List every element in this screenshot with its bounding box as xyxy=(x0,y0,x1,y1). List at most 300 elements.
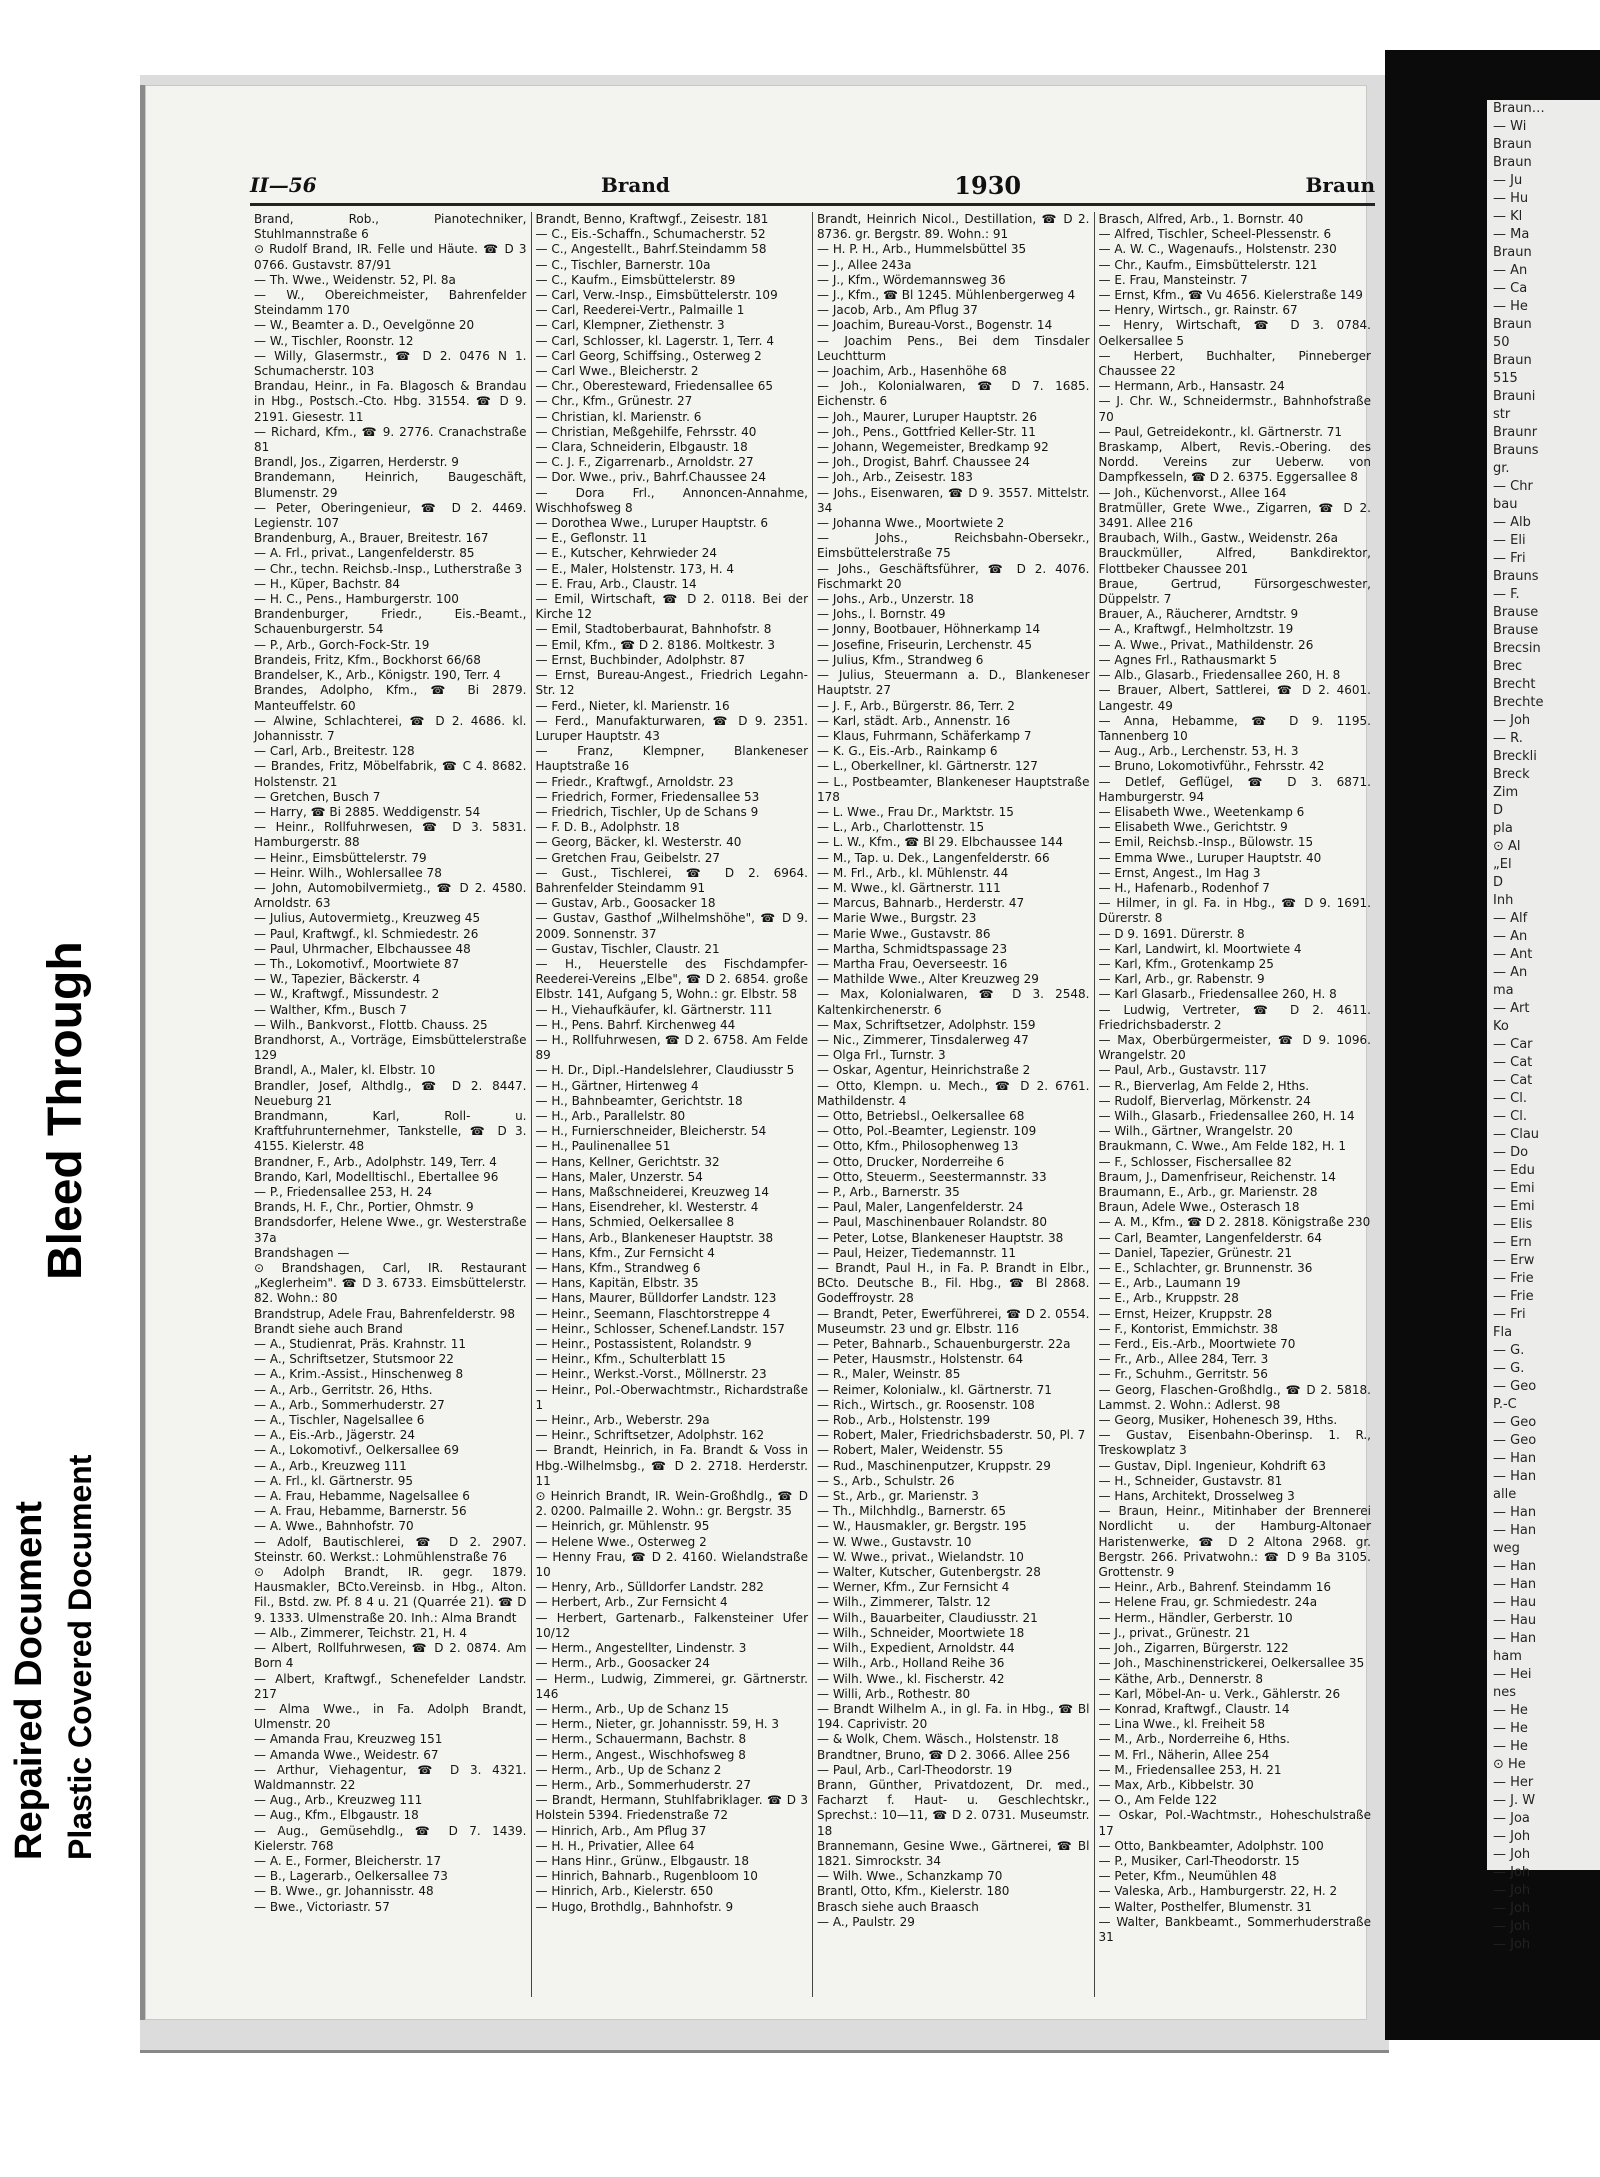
directory-entry: — Peter, Hausmstr., Holstenstr. 64 xyxy=(817,1352,1024,1367)
header-year: 1930 xyxy=(954,170,1022,200)
directory-entry: — Paul, Maschinenbauer Rolandstr. 80 xyxy=(817,1215,1047,1230)
bleed-through-label: Bleed Through xyxy=(39,941,92,1280)
directory-entry: — Gustav, Arb., Goosacker 18 xyxy=(535,896,716,911)
directory-entry: — Robert, Maler, Friedrichsbaderstr. 50, Pl. 7 xyxy=(817,1428,1086,1443)
directory-entry: — A., Kraftwgf., Helmholtzstr. 19 xyxy=(1098,622,1294,637)
directory-entry: Brandelser, K., Arb., Königstr. 190, Terr. 4 xyxy=(254,668,501,683)
directory-column-3 xyxy=(813,212,1095,1997)
directory-entry: — Gustav, Gasthof „Wilhelmshöhe", ☎ D 9. 2009. Sonnenstr. 37 xyxy=(535,911,808,941)
directory-entry: Brann, Günther, Privatdozent, Dr. med., Facharzt f. Haut- u. Geschlechtskr., Sprechst.: 10—11, ☎ D 2. 0731. Museumstr. 18 xyxy=(817,1777,1090,1838)
directory-entry: — Hinrich, Arb., Am Pflug 37 xyxy=(535,1823,707,1838)
directory-entry: — H., Hafenarb., Rodenhof 7 xyxy=(1098,880,1270,895)
directory-entry: — Alb., Glasarb., Friedensallee 260, H. 8 xyxy=(1098,668,1341,683)
directory-entry: — Max, Kolonialwaren, ☎ D 3. 2548. Kaltenkirchenerstr. 6 xyxy=(817,987,1090,1017)
directory-entry: — Wilh., Expedient, Arnoldstr. 44 xyxy=(817,1641,1015,1656)
directory-entry: — Otto, Kfm., Philosophenweg 13 xyxy=(817,1139,1019,1154)
neighbor-line: — Geo xyxy=(1493,1433,1537,1448)
directory-entry: — Arthur, Viehagentur, ☎ D 3. 4321. Waldmannstr. 22 xyxy=(254,1762,527,1792)
directory-entry: — Aug., Gemüsehdlg., ☎ D 7. 1439. Kielerstr. 768 xyxy=(254,1823,527,1853)
directory-entry: — P., Arb., Barnerstr. 35 xyxy=(817,1185,960,1199)
neighbor-line: ⊙ Al xyxy=(1493,839,1521,854)
directory-entry: — Alfred, Tischler, Scheel-Plessenstr. 6 xyxy=(1098,227,1332,242)
directory-entry: — E., Maler, Holstenstr. 173, H. 4 xyxy=(535,561,734,576)
neighbor-line: D xyxy=(1493,803,1504,818)
neighbor-line: — Cl. xyxy=(1493,1109,1527,1124)
directory-entry: — D 9. 1691. Dürerstr. 8 xyxy=(1098,926,1245,941)
directory-entry: — R., Bierverlag, Am Felde 2, Hths. xyxy=(1098,1078,1310,1093)
directory-columns xyxy=(250,212,1375,1997)
directory-entry: Brandtner, Bruno, ☎ D 2. 3066. Allee 256 xyxy=(817,1747,1070,1762)
directory-entry: — Ernst, Bureau-Angest., Friedrich Legahn-Str. 12 xyxy=(535,668,808,698)
directory-entry: — Karl, Möbel-An- u. Verk., Gählerstr. 26 xyxy=(1098,1686,1341,1701)
directory-entry: — Karl Glasarb., Friedensallee 260, H. 8 xyxy=(1098,987,1337,1002)
directory-entry: — Gustav, Dipl. Ingenieur, Kohdrift 63 xyxy=(1098,1458,1326,1473)
directory-entry: — W. Wwe., privat., Wielandstr. 10 xyxy=(817,1549,1024,1564)
neighbor-line: Brecht xyxy=(1493,677,1536,692)
directory-entry: — Gretchen, Busch 7 xyxy=(254,789,381,804)
directory-entry: — Carl, Beamter, Langenfelderstr. 64 xyxy=(1098,1230,1323,1245)
neighbor-line: — Han xyxy=(1493,1451,1537,1466)
directory-entry: — Alb., Zimmerer, Teichstr. 21, H. 4 xyxy=(254,1625,467,1640)
directory-entry: — L. Wwe., Frau Dr., Marktstr. 15 xyxy=(817,804,1014,819)
neighbor-line: — Art xyxy=(1493,1001,1530,1016)
directory-entry: — P., Arb., Gorch-Fock-Str. 19 xyxy=(254,637,430,652)
neighbor-line: — Han xyxy=(1493,1523,1537,1538)
directory-entry: Brandstrup, Adele Frau, Bahrenfelderstr. 98 xyxy=(254,1306,515,1321)
directory-entry: — Brandt, Peter, Ewerführerei, ☎ D 2. 0554. Museumstr. 23 und gr. Elbstr. 116 xyxy=(817,1306,1090,1336)
neighbor-line: Braunr xyxy=(1493,425,1538,440)
neighbor-line: — Geo xyxy=(1493,1415,1537,1430)
neighbor-line: bau xyxy=(1493,497,1518,512)
directory-entry: — Joh., Maschinenstrickerei, Oelkersallee 35 xyxy=(1098,1656,1365,1671)
neighbor-line: — G. xyxy=(1493,1343,1525,1358)
directory-entry: — Wilh., Bauarbeiter, Claudiusstr. 21 xyxy=(817,1610,1038,1625)
directory-entry: — Otto, Bankbeamter, Adolphstr. 100 xyxy=(1098,1838,1324,1853)
directory-entry: — Konrad, Kraftwgf., Claustr. 14 xyxy=(1098,1701,1290,1716)
directory-entry: Braumann, E., Arb., gr. Marienstr. 28 xyxy=(1098,1185,1318,1199)
directory-entry: — Hinrich, Bahnarb., Rugenbloom 10 xyxy=(535,1869,758,1884)
directory-entry: — Max, Schriftsetzer, Adolphstr. 159 xyxy=(817,1017,1036,1032)
directory-entry: — Aug., Arb., Lerchenstr. 53, H. 3 xyxy=(1098,744,1299,759)
neighbor-line: Breckli xyxy=(1493,749,1537,764)
neighbor-line: Zim xyxy=(1493,785,1519,800)
directory-entry: — Helene Frau, gr. Schmiedestr. 24a xyxy=(1098,1595,1318,1610)
directory-entry: Brauckmüller, Alfred, Bankdirektor, Flottbeker Chaussee 201 xyxy=(1098,546,1371,576)
directory-entry: — Hans, Architekt, Drosselweg 3 xyxy=(1098,1489,1295,1504)
directory-entry: — Walter, Posthelfer, Blumenstr. 31 xyxy=(1098,1899,1312,1914)
directory-entry: — Willi, Arb., Rothestr. 80 xyxy=(817,1686,971,1701)
directory-entry: Braue, Gertrud, Fürsorgeschwester, Düppelstr. 7 xyxy=(1098,576,1371,607)
directory-entry: — Herm., Angest., Wischhofsweg 8 xyxy=(535,1747,746,1762)
directory-entry: — A. Wwe., Privat., Mathildenstr. 26 xyxy=(1098,637,1314,652)
directory-entry: — Herbert, Arb., Zur Fernsicht 4 xyxy=(535,1595,728,1610)
directory-entry: — Hugo, Brothdlg., Bahnhofstr. 9 xyxy=(535,1899,734,1914)
directory-entry: — H. H., Privatier, Allee 64 xyxy=(535,1838,695,1853)
neighbor-line: — Do xyxy=(1493,1145,1529,1160)
directory-entry: — B. Wwe., gr. Johannisstr. 48 xyxy=(254,1884,434,1899)
directory-entry: — Peter, Kfm., Neumühlen 48 xyxy=(1098,1869,1277,1884)
directory-entry: — Joh., Arb., Zeisestr. 183 xyxy=(817,470,973,485)
directory-entry: Brantl, Otto, Kfm., Kielerstr. 180 xyxy=(817,1884,1010,1899)
neighbor-line: — Joa xyxy=(1493,1811,1530,1826)
directory-entry: — Otto, Drucker, Norderreihe 6 xyxy=(817,1154,1005,1169)
directory-entry: — Henny Frau, ☎ D 2. 4160. Wielandstraße 10 xyxy=(535,1549,808,1580)
directory-entry: — M. Wwe., kl. Gärtnerstr. 111 xyxy=(817,880,1001,895)
neighbor-line: — An xyxy=(1493,965,1528,980)
neighbor-line: — G. xyxy=(1493,1361,1525,1376)
directory-entry: — Emil, Stadtoberbaurat, Bahnhofstr. 8 xyxy=(535,622,772,637)
directory-entry: — C., Kaufm., Eimsbüttelerstr. 89 xyxy=(535,272,736,287)
directory-entry: — Joh., Drogist, Bahrf. Chaussee 24 xyxy=(817,455,1030,470)
directory-entry: — Aug., Kfm., Elbgaustr. 18 xyxy=(254,1808,419,1823)
neighbor-line: Brause xyxy=(1493,605,1539,620)
directory-entry: — W., Hausmakler, gr. Bergstr. 195 xyxy=(817,1519,1027,1534)
directory-entry: — E., Schlachter, gr. Brunnenstr. 36 xyxy=(1098,1261,1313,1276)
neighbor-line: Braun xyxy=(1493,245,1532,260)
directory-entry: — Carl, Verw.-Insp., Eimsbüttelerstr. 109 xyxy=(535,288,778,303)
neighbor-line: — Elis xyxy=(1493,1217,1533,1232)
directory-entry: — Rud., Maschinenputzer, Kruppstr. 29 xyxy=(817,1458,1051,1473)
directory-entry: — F. D. B., Adolphstr. 18 xyxy=(535,820,680,835)
directory-entry: — Th. Wwe., Weidenstr. 52, Pl. 8a xyxy=(254,272,456,287)
directory-entry: — Wilh., Gärtner, Wrangelstr. 20 xyxy=(1098,1124,1293,1139)
directory-entry: — Ferd., Manufakturwaren, ☎ D 9. 2351. Luruper Hauptstr. 43 xyxy=(535,713,808,743)
directory-entry: — Amanda Frau, Kreuzweg 151 xyxy=(254,1732,443,1747)
directory-entry: — Hans, Schmied, Oelkersallee 8 xyxy=(535,1215,735,1230)
neighbor-line: — Fri xyxy=(1493,551,1526,566)
neighbor-line: — Wi xyxy=(1493,119,1527,134)
directory-entry: — Gretchen Frau, Geibelstr. 27 xyxy=(535,850,720,865)
neighbor-line: — Ju xyxy=(1493,173,1523,188)
directory-entry: — Joh., Kolonialwaren, ☎ D 7. 1685. Eichenstr. 6 xyxy=(817,379,1090,409)
directory-entry: — Th., Milchhdlg., Barnerstr. 65 xyxy=(817,1504,1006,1519)
neighbor-line: — Frie xyxy=(1493,1271,1534,1286)
scan-top-margin xyxy=(0,0,1600,40)
directory-entry: — A. Frl., privat., Langenfelderstr. 85 xyxy=(254,546,475,561)
directory-entry: — Clara, Schneiderin, Elbgaustr. 18 xyxy=(535,440,748,455)
directory-entry: — W., Obereichmeister, Bahrenfelder Steindamm 170 xyxy=(254,288,527,318)
directory-entry: — Heinr., Seemann, Flaschtorstreppe 4 xyxy=(535,1306,771,1321)
neighbor-line: — He xyxy=(1493,299,1528,314)
directory-entry: — H., Rollfuhrwesen, ☎ D 2. 6758. Am Felde 89 xyxy=(535,1032,808,1063)
directory-entry: — S., Arb., Schulstr. 26 xyxy=(817,1473,955,1488)
directory-entry: — Alwine, Schlachterei, ☎ D 2. 4686. kl. Johannisstr. 7 xyxy=(254,713,527,743)
directory-entry: — Carl Wwe., Bleicherstr. 2 xyxy=(535,364,699,379)
directory-entry: — Paul, Arb., Carl-Theodorstr. 19 xyxy=(817,1762,1013,1777)
directory-entry: — Ferd., Nieter, kl. Marienstr. 16 xyxy=(535,698,730,713)
directory-entry: Brandenburg, A., Brauer, Breitestr. 167 xyxy=(254,531,489,546)
directory-entry: — L., Arb., Charlottenstr. 15 xyxy=(817,820,985,835)
directory-entry: — H., Bahnbeamter, Gerichtstr. 18 xyxy=(535,1093,743,1108)
directory-entry: — Marcus, Bahnarb., Herderstr. 47 xyxy=(817,896,1025,911)
directory-entry: — Herm., Nieter, gr. Johannisstr. 59, H. 3 xyxy=(535,1717,780,1732)
neighbor-line: Brause xyxy=(1493,623,1539,638)
page-header xyxy=(250,170,1375,200)
neighbor-line: — Joh xyxy=(1493,713,1531,728)
neighbor-line: Brauns xyxy=(1493,443,1539,458)
directory-entry: — Ernst, Angest., Im Hag 3 xyxy=(1098,865,1261,880)
directory-entry: — Henry, Arb., Sülldorfer Landstr. 282 xyxy=(535,1580,764,1595)
directory-entry: — Heinr., Rollfuhrwesen, ☎ D 3. 5831. Hamburgerstr. 88 xyxy=(254,820,527,850)
directory-entry: — Dora Frl., Annoncen-Annahme, Wischhofsweg 8 xyxy=(535,485,808,515)
left-margin-labels xyxy=(0,0,140,2177)
directory-entry: — W. Wwe., Gustavstr. 10 xyxy=(817,1534,972,1549)
neighbor-line: — Frie xyxy=(1493,1289,1534,1304)
directory-entry: — Karl, Kfm., Grotenkamp 25 xyxy=(1098,956,1274,971)
neighbor-line: — Joh xyxy=(1493,1847,1531,1862)
directory-entry: Brandl, Jos., Zigarren, Herderstr. 9 xyxy=(254,455,459,470)
directory-column-2 xyxy=(532,212,814,1997)
directory-entry: — Hans, Maler, Unzerstr. 54 xyxy=(535,1169,703,1184)
directory-entry: — Rob., Arb., Holstenstr. 199 xyxy=(817,1413,991,1428)
directory-entry: — Peter, Bahnarb., Schauenburgerstr. 22a xyxy=(817,1337,1071,1352)
neighbor-line: — Han xyxy=(1493,1469,1537,1484)
directory-entry: — J. F., Arb., Bürgerstr. 86, Terr. 2 xyxy=(817,698,1015,713)
neighbor-line: Breck xyxy=(1493,767,1530,782)
directory-entry: — Emil, Wirtschaft, ☎ D 2. 0118. Bei der Kirche 12 xyxy=(535,592,808,622)
directory-entry: — O., Am Felde 122 xyxy=(1098,1793,1218,1808)
directory-entry: — Gustav, Tischler, Claustr. 21 xyxy=(535,941,720,956)
neighbor-line: Braun… xyxy=(1493,101,1545,116)
directory-entry: — Brandes, Fritz, Möbelfabrik, ☎ C 4. 8682. Holstenstr. 21 xyxy=(254,759,527,789)
directory-entry: — A., Lokomotivf., Oelkersallee 69 xyxy=(254,1443,460,1458)
neighbor-line: — Edu xyxy=(1493,1163,1535,1178)
directory-entry: Braubach, Wilh., Gastw., Weidenstr. 26a xyxy=(1098,531,1339,546)
directory-entry: — Friedrich, Tischler, Up de Schans 9 xyxy=(535,804,759,819)
directory-entry: Brauer, A., Räucherer, Arndtstr. 9 xyxy=(1098,607,1299,622)
directory-entry: — Wilh., Glasarb., Friedensallee 260, H. 14 xyxy=(1098,1108,1355,1123)
directory-entry: — A., Arb., Kreuzweg 111 xyxy=(254,1458,407,1473)
directory-entry: ⊙ Adolph Brandt, IR. gegr. 1879. Hausmakler, BCto.Vereinsb. in Hbg., Alton. Fil., Bstd. zw. Pf. 8 4 u. 21 (Quarrée 21). ☎ D 9. 1333. Ulmenstraße 20. Inh.: Alma Brandt xyxy=(254,1565,527,1625)
neighbor-line: — He xyxy=(1493,1703,1528,1718)
repaired-document-label: Repaired Document xyxy=(8,1501,50,1860)
directory-entry: — Paul, Heizer, Tiedemannstr. 11 xyxy=(817,1245,1017,1260)
directory-entry: — Helene Wwe., Osterweg 2 xyxy=(535,1534,707,1549)
directory-entry: — Hans, Kfm., Zur Fernsicht 4 xyxy=(535,1245,715,1260)
directory-entry: — A. Frau, Hebamme, Nagelsallee 6 xyxy=(254,1489,470,1504)
neighbor-line: — Cat xyxy=(1493,1073,1533,1088)
directory-entry: Brando, Karl, Modelltischl., Ebertallee 96 xyxy=(254,1169,499,1184)
directory-entry: — A., Eis.-Arb., Jägerstr. 24 xyxy=(254,1428,416,1443)
directory-entry: — Hilmer, in gl. Fa. in Hbg., ☎ D 9. 1691. Dürerstr. 8 xyxy=(1098,896,1371,926)
directory-entry: — Fr., Schuhm., Gerritstr. 56 xyxy=(1098,1367,1268,1382)
directory-entry: — B., Lagerarb., Oelkersallee 73 xyxy=(254,1869,448,1884)
directory-entry: — Julius, Steuermann a. D., Blankeneser Hauptstr. 27 xyxy=(817,668,1090,698)
directory-entry: — Hinrich, Arb., Kielerstr. 650 xyxy=(535,1884,714,1899)
neighbor-line: — Emi xyxy=(1493,1199,1535,1214)
neighbor-line: — Joh xyxy=(1493,1919,1531,1934)
directory-entry: — Wilh. Wwe., kl. Fischerstr. 42 xyxy=(817,1671,1005,1686)
directory-entry: Brasch, Alfred, Arb., 1. Bornstr. 40 xyxy=(1098,212,1304,226)
directory-entry: — Daniel, Tapezier, Grünestr. 21 xyxy=(1098,1245,1292,1260)
directory-entry: — Heinr., Eimsbüttelerstr. 79 xyxy=(254,850,427,865)
directory-entry: — H., Schneider, Gustavstr. 81 xyxy=(1098,1473,1283,1488)
directory-entry: — R., Maler, Weinstr. 85 xyxy=(817,1367,961,1382)
directory-entry: Brandl, A., Maler, kl. Elbstr. 10 xyxy=(254,1063,436,1078)
directory-entry: — Henry, Wirtsch., gr. Rainstr. 67 xyxy=(1098,303,1298,318)
directory-entry: — Max, Oberbürgermeister, ☎ D 9. 1096. Wrangelstr. 20 xyxy=(1098,1032,1371,1063)
directory-entry: — Johs., Arb., Unzerstr. 18 xyxy=(817,592,974,607)
directory-entry: Brand, Rob., Pianotechniker, Stuhlmannstraße 6 xyxy=(254,212,527,242)
directory-entry: — Hans Hinr., Grünw., Elbgaustr. 18 xyxy=(535,1853,749,1868)
directory-entry: — Ernst, Kfm., ☎ Vu 4656. Kielerstraße 149 xyxy=(1098,288,1363,303)
neighbor-line: Braun xyxy=(1493,155,1532,170)
neighbor-line: — Hei xyxy=(1493,1667,1532,1682)
directory-entry: — E., Arb., Kruppstr. 28 xyxy=(1098,1291,1239,1306)
directory-entry: — Werner, Kfm., Zur Fernsicht 4 xyxy=(817,1580,1010,1595)
directory-entry: — Franz, Klempner, Blankeneser Hauptstraße 16 xyxy=(535,744,808,774)
directory-entry: — Klaus, Fuhrmann, Schäferkamp 7 xyxy=(817,728,1032,743)
directory-entry: — J., Kfm., Wördemannsweg 36 xyxy=(817,272,1006,287)
neighbor-line: Braun xyxy=(1493,317,1532,332)
directory-entry: — Rich., Wirtsch., gr. Roosenstr. 108 xyxy=(817,1397,1035,1412)
directory-entry: — Heinr., Postassistent, Rolandstr. 9 xyxy=(535,1337,752,1352)
neighbor-line: — Emi xyxy=(1493,1181,1535,1196)
directory-entry: — L., Postbeamter, Blankeneser Hauptstraße 178 xyxy=(817,774,1090,804)
directory-entry: — Heinr., Arb., Weberstr. 29a xyxy=(535,1413,710,1428)
directory-entry: — E., Arb., Laumann 19 xyxy=(1098,1276,1241,1291)
directory-entry: — Walter, Kutscher, Gutenbergstr. 28 xyxy=(817,1565,1041,1580)
directory-entry: — J., Allee 243a xyxy=(817,257,912,272)
directory-entry: ⊙ Rudolf Brand, IR. Felle und Häute. ☎ D 3 0766. Gustavstr. 87/91 xyxy=(254,242,527,272)
directory-entry: — Hans, Arb., Blankeneser Hauptstr. 38 xyxy=(535,1230,774,1245)
directory-entry: — & Wolk, Chem. Wäsch., Holstenstr. 18 xyxy=(817,1732,1059,1747)
directory-entry: — Lina Wwe., kl. Freiheit 58 xyxy=(1098,1717,1266,1732)
directory-entry: — Paul, Arb., Gustavstr. 117 xyxy=(1098,1063,1267,1078)
neighbor-line: str xyxy=(1493,407,1511,422)
neighbor-line: — Clau xyxy=(1493,1127,1540,1142)
directory-entry: — Elisabeth Wwe., Gerichtstr. 9 xyxy=(1098,820,1288,835)
neighbor-line: Brauns xyxy=(1493,569,1539,584)
directory-entry: — A., Arb., Sommerhuderstr. 27 xyxy=(254,1397,445,1412)
directory-entry: — Brandt, Hermann, Stuhlfabriklager. ☎ D 3 Holstein 5394. Friedenstraße 72 xyxy=(535,1793,808,1823)
directory-entry: — Brauer, Albert, Sattlerei, ☎ D 2. 4601. Langestr. 49 xyxy=(1098,683,1371,713)
neighbor-line: — Hau xyxy=(1493,1595,1537,1610)
neighbor-page-strip xyxy=(1487,100,1600,1952)
directory-entry: — Karl, Arb., gr. Rabenstr. 9 xyxy=(1098,972,1265,987)
directory-entry: — Hans, Maßschneiderei, Kreuzweg 14 xyxy=(535,1185,769,1199)
directory-entry: — Dorothea Wwe., Luruper Hauptstr. 6 xyxy=(535,516,768,531)
neighbor-line: ma xyxy=(1493,983,1514,998)
neighbor-line: Ko xyxy=(1493,1019,1509,1034)
directory-entry: — Brandt, Paul H., in Fa. P. Brandt in Elbr., BCto. Deutsche B., Fil. Hbg., ☎ Bl 2868. Godeffroystr. 28 xyxy=(817,1261,1090,1306)
directory-entry: — H., Paulinenallee 51 xyxy=(535,1139,671,1154)
directory-entry: — Bwe., Victoriastr. 57 xyxy=(254,1899,390,1914)
neighbor-line: — Erw xyxy=(1493,1253,1535,1268)
directory-entry: — Harry, ☎ Bi 2885. Weddigenstr. 54 xyxy=(254,804,481,819)
directory-entry: — Wilh., Arb., Holland Reihe 36 xyxy=(817,1656,1005,1671)
directory-entry: — Heinr., Schlosser, Schenef.Landstr. 157 xyxy=(535,1321,785,1336)
plastic-covered-label: Plastic Covered Document xyxy=(62,1454,98,1860)
neighbor-line: — Her xyxy=(1493,1775,1534,1790)
neighbor-line: — Joh xyxy=(1493,1865,1531,1880)
directory-entry: — Oskar, Agentur, Heinrichstraße 2 xyxy=(817,1063,1031,1078)
directory-entry: — Heinr., Pol.-Oberwachtmstr., Richardstraße 1 xyxy=(535,1382,808,1412)
neighbor-line: — Cl. xyxy=(1493,1091,1527,1106)
directory-entry: Brannemann, Gesine Wwe., Gärtnerei, ☎ Bl 1821. Simrockstr. 34 xyxy=(817,1838,1090,1868)
directory-entry: — F., Kontorist, Emmichstr. 38 xyxy=(1098,1321,1279,1336)
directory-entry: — Karl, städt. Arb., Annenstr. 16 xyxy=(817,713,1011,728)
directory-entry: — Johs., Geschäftsführer, ☎ D 2. 4076. Fischmarkt 20 xyxy=(817,561,1090,591)
directory-entry: — Ernst, Buchbinder, Adolphstr. 87 xyxy=(535,652,746,667)
neighbor-line: nes xyxy=(1493,1685,1517,1700)
directory-entry: — Fr., Arb., Allee 284, Terr. 3 xyxy=(1098,1352,1269,1367)
directory-entry: — M. Frl., Arb., kl. Mühlenstr. 44 xyxy=(817,865,1009,880)
directory-entry: — Herm., Angestellter, Lindenstr. 3 xyxy=(535,1641,747,1656)
directory-entry: — Hans, Kfm., Strandweg 6 xyxy=(535,1261,701,1276)
neighbor-line: — Chr xyxy=(1493,479,1533,494)
neighbor-line: — Joh xyxy=(1493,1937,1531,1952)
directory-entry: — H., Küper, Bachstr. 84 xyxy=(254,576,400,591)
directory-entry: — W., Beamter a. D., Oevelgönne 20 xyxy=(254,318,475,333)
directory-entry: — Otto, Betriebsl., Oelkersallee 68 xyxy=(817,1108,1025,1123)
neighbor-line: — Kl xyxy=(1493,209,1523,224)
directory-entry: Brandsdorfer, Helene Wwe., gr. Westerstraße 37a xyxy=(254,1215,527,1245)
directory-entry: — Elisabeth Wwe., Weetenkamp 6 xyxy=(1098,804,1305,819)
directory-entry: — Valeska, Arb., Hamburgerstr. 22, H. 2 xyxy=(1098,1884,1338,1899)
directory-entry: — A. Frl., kl. Gärtnerstr. 95 xyxy=(254,1473,413,1488)
directory-entry: — Herm., Schauermann, Bachstr. 8 xyxy=(535,1732,747,1747)
neighbor-line: — Geo xyxy=(1493,1379,1537,1394)
header-rule xyxy=(250,203,1375,206)
directory-entry: — A. Frau, Hebamme, Barnerstr. 56 xyxy=(254,1504,467,1519)
neighbor-line: — Ma xyxy=(1493,227,1530,242)
directory-entry: — M., Tap. u. Dek., Langenfelderstr. 66 xyxy=(817,850,1050,865)
neighbor-line: pla xyxy=(1493,821,1513,836)
neighbor-line: — An xyxy=(1493,263,1528,278)
directory-entry: — Hans, Eisendreher, kl. Westerstr. 4 xyxy=(535,1200,759,1215)
directory-entry: — M., Friedensallee 253, H. 21 xyxy=(1098,1762,1282,1777)
neighbor-line: — Joh xyxy=(1493,1883,1531,1898)
neighbor-line: — R. xyxy=(1493,731,1523,746)
directory-entry: — Mathilde Wwe., Alter Kreuzweg 29 xyxy=(817,972,1039,987)
neighbor-line: — Car xyxy=(1493,1037,1533,1052)
neighbor-line: ham xyxy=(1493,1649,1522,1664)
directory-entry: — Hans, Kellner, Gerichtstr. 32 xyxy=(535,1154,720,1169)
directory-entry: — Joh., Pens., Gottfried Keller-Str. 11 xyxy=(817,424,1036,439)
directory-entry: — E., Geflonstr. 11 xyxy=(535,531,648,546)
directory-entry: — Hermann, Arb., Hansastr. 24 xyxy=(1098,379,1285,394)
directory-entry: — Albert, Kraftwgf., Schenefelder Landstr. 217 xyxy=(254,1671,527,1701)
neighbor-line: — Ca xyxy=(1493,281,1528,296)
directory-entry: Brandt, Benno, Kraftwgf., Zeisestr. 181 xyxy=(535,212,769,226)
directory-entry: — Amanda Wwe., Weidestr. 67 xyxy=(254,1747,439,1762)
directory-entry: — K. G., Eis.-Arb., Rainkamp 6 xyxy=(817,744,998,759)
directory-entry: — Johanna Wwe., Moortwiete 2 xyxy=(817,516,1005,531)
neighbor-line: — Eli xyxy=(1493,533,1526,548)
directory-entry: — Alma Wwe., in Fa. Adolph Brandt, Ulmenstr. 20 xyxy=(254,1701,527,1732)
directory-entry: Brandmann, Karl, Roll- u. Kraftfuhrunternehmer, Tankstelle, ☎ D 3. 4155. Kielerstr. 48 xyxy=(254,1108,527,1154)
directory-entry: — H., Furnierschneider, Bleicherstr. 54 xyxy=(535,1124,767,1139)
directory-entry: — P., Friedensallee 253, H. 24 xyxy=(254,1185,433,1199)
directory-entry: — Chr., Kfm., Grünestr. 27 xyxy=(535,394,693,409)
directory-entry: — Friedrich, Former, Friedensallee 53 xyxy=(535,789,760,804)
neighbor-line: Fla xyxy=(1493,1325,1513,1340)
directory-entry: — Walter, Bankbeamt., Sommerhuderstraße 31 xyxy=(1098,1914,1371,1944)
directory-entry: — Christian, kl. Marienstr. 6 xyxy=(535,409,702,424)
neighbor-line: Inh xyxy=(1493,893,1514,908)
directory-entry: — Emma Wwe., Luruper Hauptstr. 40 xyxy=(1098,850,1322,865)
neighbor-line: alle xyxy=(1493,1487,1517,1502)
directory-entry: — Joachim, Arb., Hasenhöhe 68 xyxy=(817,364,1007,379)
directory-entry: — Martha Frau, Oeverseestr. 16 xyxy=(817,956,1008,971)
directory-entry: — Gustav, Eisenbahn-Oberinsp. 1. R., Treskowplatz 3 xyxy=(1098,1428,1371,1458)
directory-entry: Brandes, Adolpho, Kfm., ☎ Bi 2879. Manteuffelstr. 60 xyxy=(254,683,527,713)
header-left-word: Brand xyxy=(600,173,670,197)
directory-entry: — Adolf, Bautischlerei, ☎ D 2. 2907. Steinstr. 60. Werkst.: Lohmühlenstraße 76 xyxy=(254,1534,527,1564)
directory-entry: — Heinr. Wilh., Wohlersallee 78 xyxy=(254,865,442,880)
neighbor-line: — Alb xyxy=(1493,515,1531,530)
